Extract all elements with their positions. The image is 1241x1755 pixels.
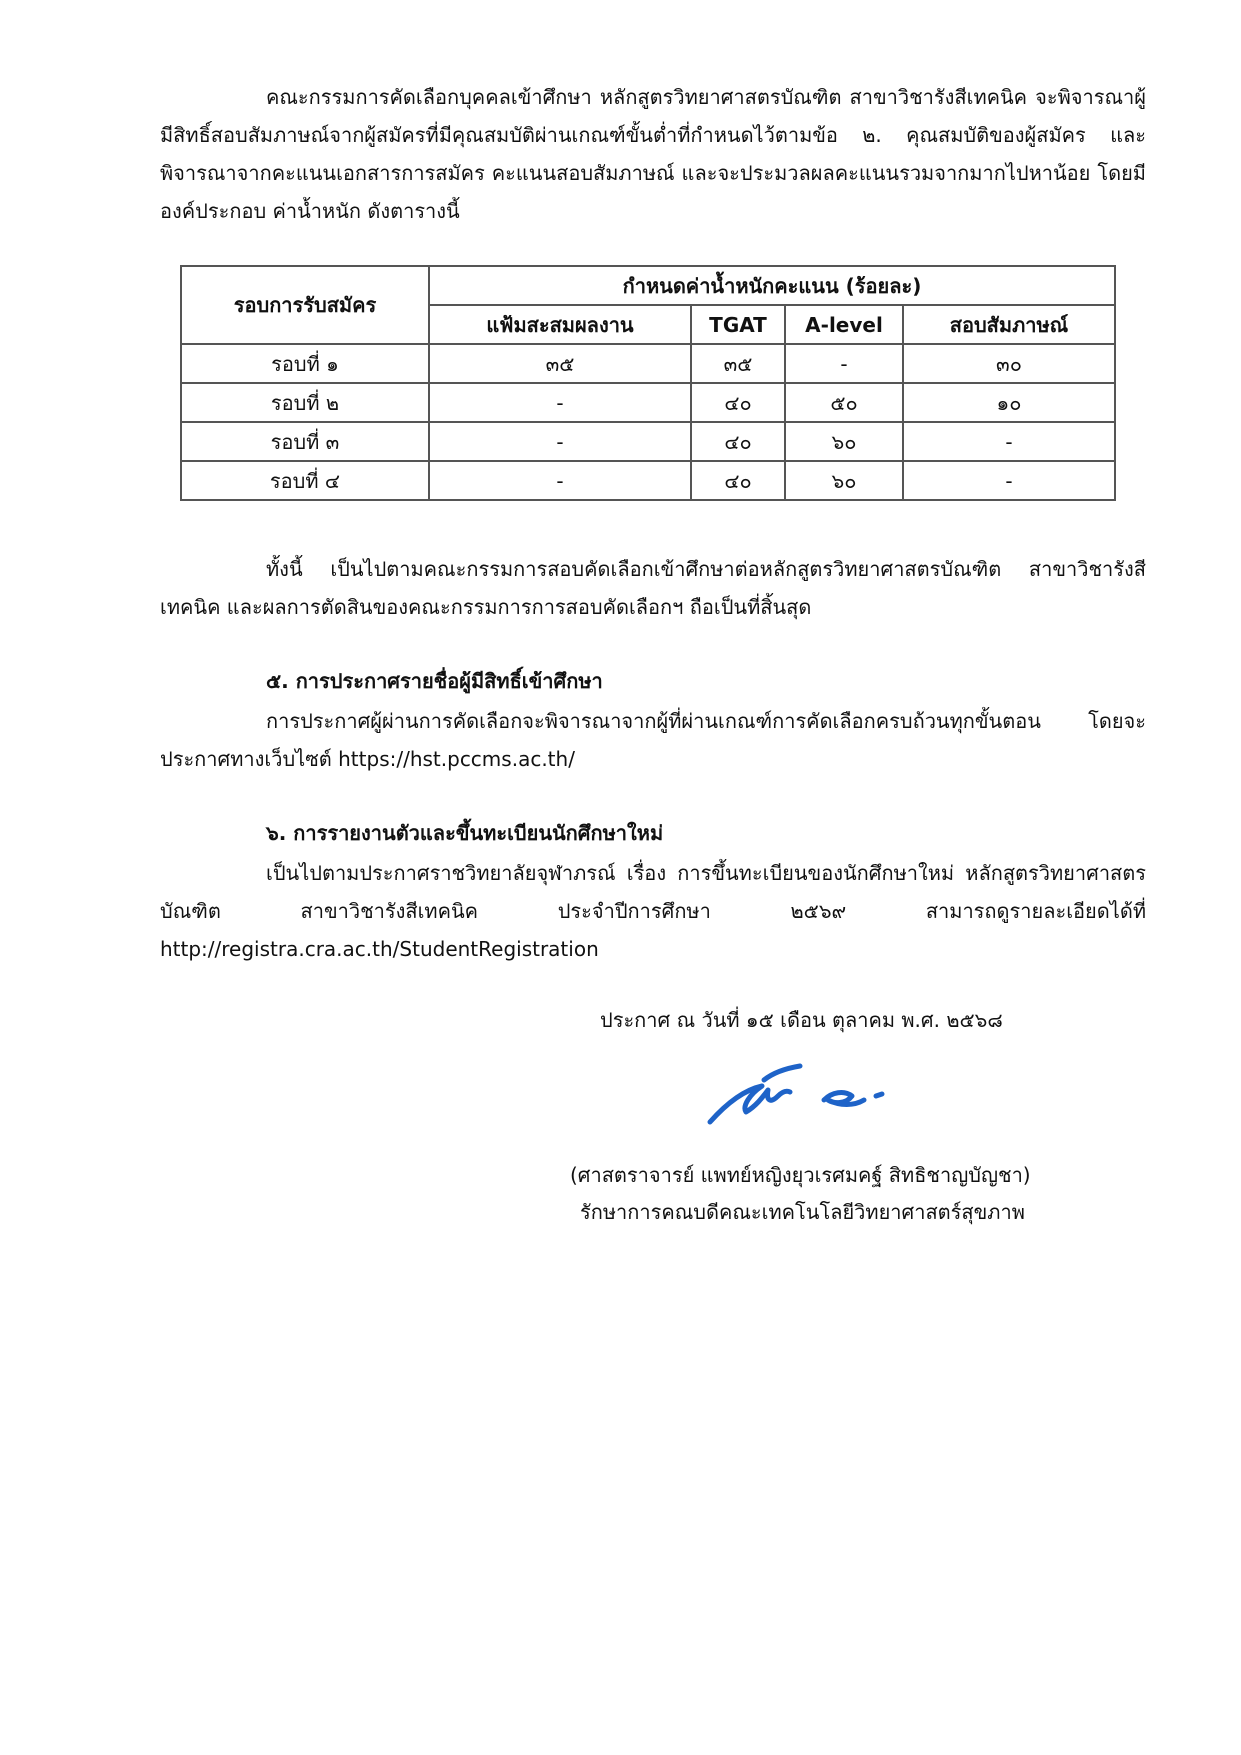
alevel-cell: ๖๐: [785, 461, 903, 500]
alevel-cell: -: [785, 344, 903, 383]
table-row: [181, 461, 1115, 500]
round-cell: รอบที่ ๒: [181, 383, 429, 422]
portfolio-cell: -: [429, 461, 691, 500]
tgat-cell: ๔๐: [691, 422, 785, 461]
portfolio-cell: -: [429, 422, 691, 461]
interview-cell: ๓๐: [903, 344, 1115, 383]
round-cell: รอบที่ ๓: [181, 422, 429, 461]
intro-paragraph-text: คณะกรรมการคัดเลือกบุคคลเข้าศึกษา หลักสูตรวิทยาศาสตรบัณฑิต สาขาวิชารังสีเทคนิค จะพิจารณาผู้มีสิทธิ์สอบสัมภาษณ์จากผู้สมัครที่มีคุณสมบัติผ่านเกณฑ์ขั้นต่ำที่กำหนดไว้ตามข้อ ๒. คุณสมบัติของผู้สมัคร และพิจารณาจากคะแนนเอกสารการสมัคร คะแนนสอบสัมภาษณ์ และจะประมวลผลคะแนนรวมจากมากไปหาน้อย โดยมีองค์ประกอบ ค่าน้ำหนัก ดังตารางนี้: [160, 85, 1146, 223]
table-row: [181, 383, 1115, 422]
tgat-cell: ๔๐: [691, 461, 785, 500]
section-6-body: [160, 854, 1146, 968]
signer-name: (ศาสตราจารย์ แพทย์หญิงยุวเรศมคฐ์ สิทธิชาญบัญชา): [570, 1163, 1031, 1187]
after-table-paragraph-text: ทั้งนี้ เป็นไปตามคณะกรรมการสอบคัดเลือกเข้าศึกษาต่อหลักสูตรวิทยาศาสตรบัณฑิต สาขาวิชารังสีเทคนิค และผลการตัดสินของคณะกรรมการการสอบคัดเลือกฯ ถือเป็นที่สิ้นสุด: [160, 557, 1146, 619]
tgat-cell: ๔๐: [691, 383, 785, 422]
section-5-body: [160, 702, 1146, 778]
intro-paragraph: [160, 78, 1146, 230]
column-header-interview: สอบสัมภาษณ์: [903, 305, 1115, 344]
section-5-heading: ๕. การประกาศรายชื่อผู้มีสิทธิ์เข้าศึกษา: [266, 669, 603, 693]
round-cell: รอบที่ ๑: [181, 344, 429, 383]
column-header-tgat: TGAT: [691, 305, 785, 344]
announcement-date: ประกาศ ณ วันที่ ๑๕ เดือน ตุลาคม พ.ศ. ๒๕๖๘: [600, 1008, 1003, 1032]
interview-cell: -: [903, 461, 1115, 500]
alevel-cell: ๖๐: [785, 422, 903, 461]
table-row: [181, 344, 1115, 383]
portfolio-cell: ๓๕: [429, 344, 691, 383]
section-6-body-text: เป็นไปตามประกาศราชวิทยาลัยจุฬาภรณ์ เรื่อง การขึ้นทะเบียนของนักศึกษาใหม่ หลักสูตรวิทยาศาสตรบัณฑิต สาขาวิชารังสีเทคนิค ประจำปีการศึกษา ๒๕๖๙ สามารถดูรายละเอียดได้ที่ http://registra.cra.ac.th/StudentRegistration: [160, 861, 1146, 961]
column-header-portfolio: แฟ้มสะสมผลงาน: [429, 305, 691, 344]
interview-cell: ๑๐: [903, 383, 1115, 422]
tgat-cell: ๓๕: [691, 344, 785, 383]
column-header-alevel: A-level: [785, 305, 903, 344]
section-5-body-text: การประกาศผู้ผ่านการคัดเลือกจะพิจารณาจากผู้ที่ผ่านเกณฑ์การคัดเลือกครบถ้วนทุกขั้นตอน โดยจะประกาศทางเว็บไซต์ https://hst.pccms.ac.th/: [160, 709, 1146, 771]
interview-cell: -: [903, 422, 1115, 461]
round-cell: รอบที่ ๔: [181, 461, 429, 500]
after-table-paragraph: [160, 550, 1146, 626]
section-6-heading: ๖. การรายงานตัวและขึ้นทะเบียนนักศึกษาใหม่: [266, 821, 664, 845]
signature: [704, 1060, 924, 1135]
table-row: [181, 422, 1115, 461]
signer-title: รักษาการคณบดีคณะเทคโนโลยีวิทยาศาสตร์สุขภาพ: [580, 1200, 1025, 1224]
round-header: รอบการรับสมัคร: [181, 266, 429, 344]
score-weight-table: [180, 265, 1116, 501]
alevel-cell: ๕๐: [785, 383, 903, 422]
portfolio-cell: -: [429, 383, 691, 422]
weight-header: กำหนดค่าน้ำหนักคะแนน (ร้อยละ): [429, 266, 1115, 305]
